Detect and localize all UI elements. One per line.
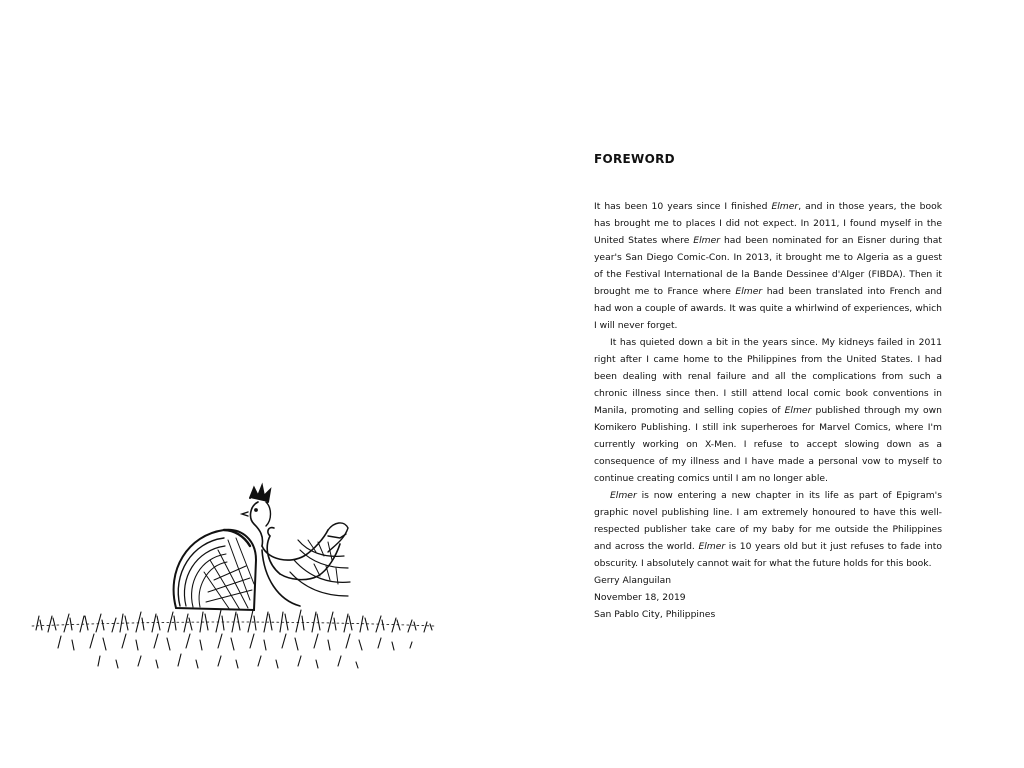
basket-drawing	[174, 530, 256, 610]
signature-place: San Pablo City, Philippines	[594, 609, 716, 620]
book-title-italic: Elmer	[693, 235, 721, 246]
book-title-italic: Elmer	[784, 405, 812, 416]
text-run: It has quieted down a bit in the years since. My kidneys failed in 2011 right after I came home to the Philippines from the United States. I had been dealing with renal failure and all the complications from such a chronic illness since then. I still attend local comic book conventions in Manila, promoting and selling copies of	[594, 337, 942, 416]
right-page	[512, 0, 1024, 768]
signature-date: November 18, 2019	[594, 592, 686, 603]
book-title-italic: Elmer	[698, 541, 726, 552]
foreword-paragraph-3	[594, 487, 942, 572]
book-title-italic: Elmer	[610, 490, 637, 501]
hen-drawing	[267, 528, 350, 596]
text-run: It has been 10 years since I finished	[594, 201, 772, 212]
text-run: had been nominated for an Eisner during that year's San Diego Comic-Con. In 2013, it brought me to Algeria as a guest of the Festival International de la Bande Dessinee d'Alger (FIBDA). Then it brought me to France where	[594, 235, 942, 297]
foreword-paragraph-1	[594, 198, 942, 334]
text-run: is now entering a new chapter in its life as part of Epigram's graphic novel publishing line. I am extremely honoured to have this well-respected publisher take care of my baby for me outside the Philippines and across the world.	[594, 490, 942, 552]
book-title-italic: Elmer	[771, 201, 799, 212]
rooster-drawing	[242, 486, 348, 606]
page-title: FOREWORD	[594, 152, 675, 166]
text-run: published through my own Komikero Publishing. I still ink superheroes for Marvel Comics, where I'm currently working on X-Men. I refuse to accept slowing down as a consequence of my illness and I have made a personal vow to myself to continue creating comics until I am no longer able.	[594, 405, 943, 484]
book-title-italic: Elmer	[735, 286, 763, 297]
foreword-body	[594, 198, 942, 572]
text-run: is 10 years old but it just refuses to fade into obscurity. I absolutely cannot wait for what the future holds for this book.	[594, 541, 942, 569]
signature-block	[594, 572, 715, 623]
text-run: , and in those years, the book has brought me to places I did not expect. In 2011, I found myself in the United States where	[594, 201, 943, 246]
grass-drawing	[32, 610, 434, 668]
foreword-paragraph-2	[594, 334, 942, 487]
text-run: had been translated into French and had won a couple of awards. It was quite a whirlwind of experiences, which I will never forget.	[594, 286, 942, 331]
author-name: Gerry Alanguilan	[594, 575, 672, 586]
rooster-and-basket-illustration	[28, 480, 438, 680]
